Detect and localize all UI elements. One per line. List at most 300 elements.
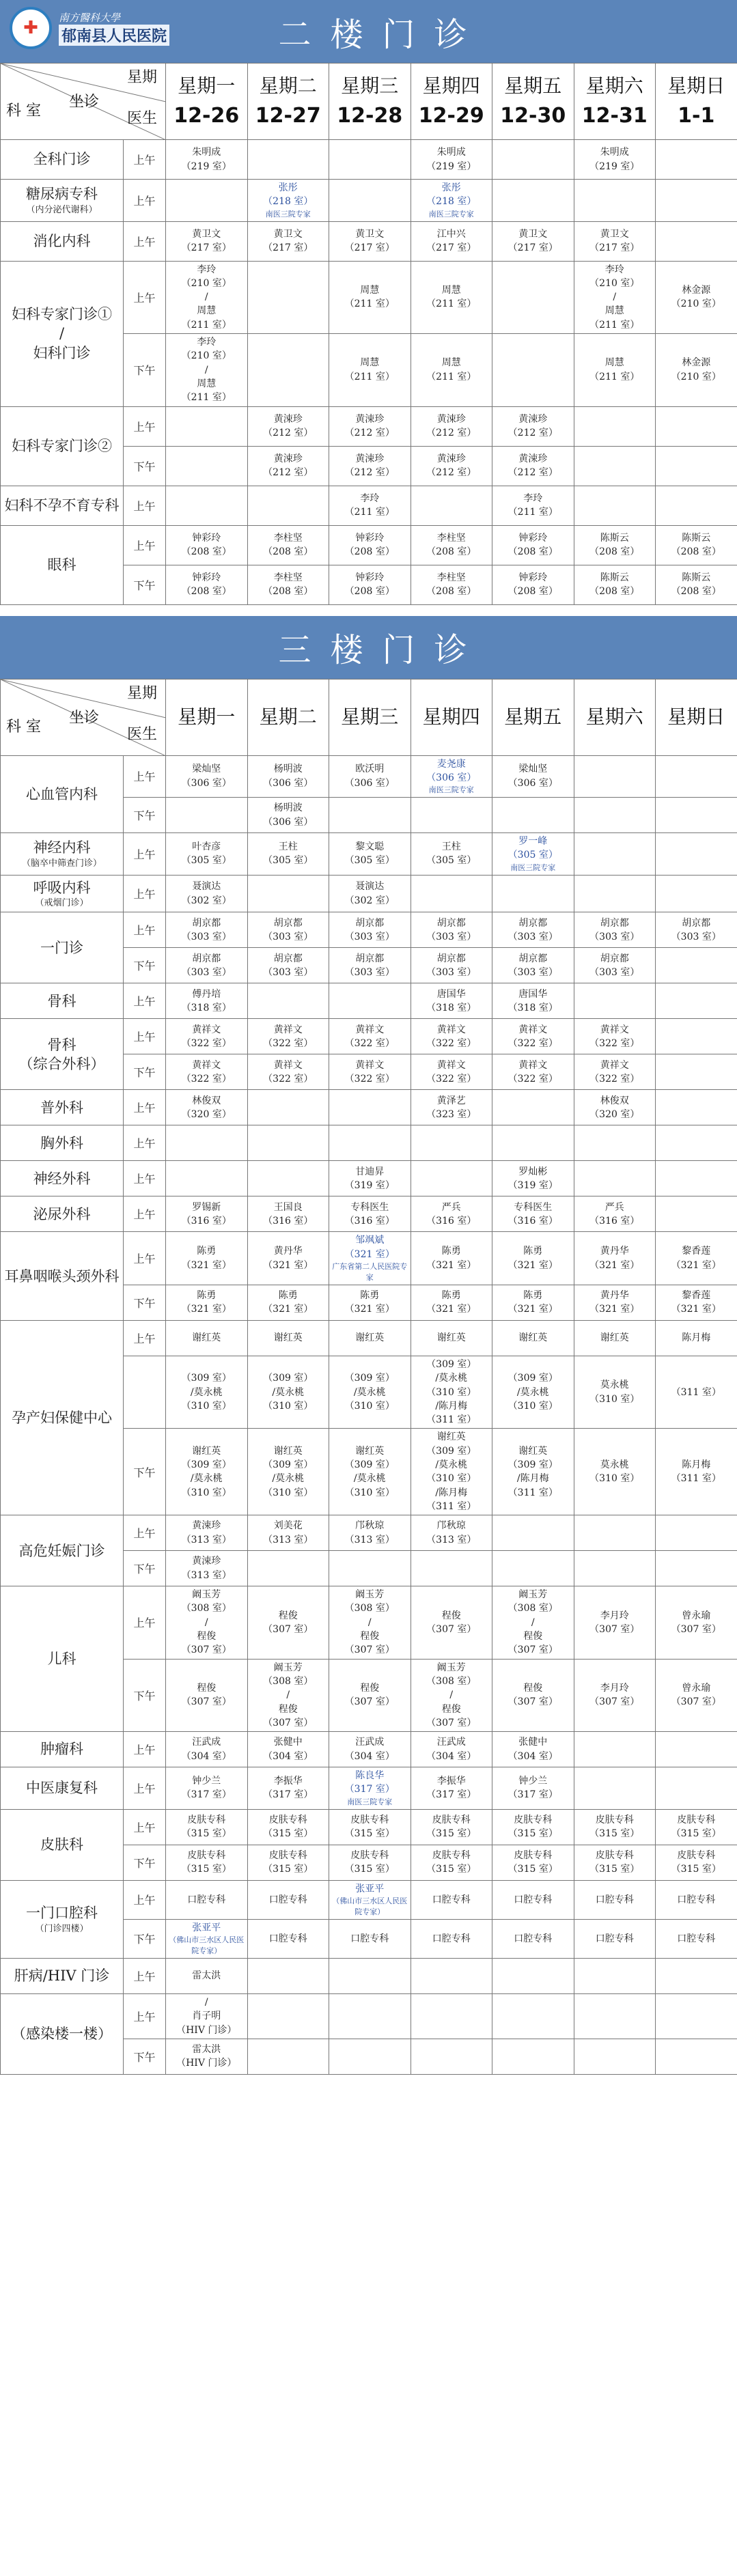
date-label: 1-1 (678, 104, 715, 128)
doctor-line: （303 室） (263, 931, 314, 942)
doctor-cell (329, 1809, 411, 1845)
doctor-line: 程俊 (197, 1683, 217, 1694)
doctor-cell (656, 875, 737, 912)
department-cell (1, 180, 124, 222)
department-name: 妇科不孕不育专科 (4, 496, 120, 514)
doctor-cell (574, 1959, 656, 1994)
doctor-line: 胡京都 (518, 953, 548, 964)
doctor-cell (574, 1994, 656, 2039)
doctor-line: （313 室） (263, 1534, 314, 1545)
doctor-line: / (204, 1616, 208, 1628)
doctor-cell (166, 875, 248, 912)
doctor-line: 黎香莲 (682, 1246, 711, 1257)
session-cell: 下午 (124, 334, 166, 406)
doctor-line: （323 室） (426, 1108, 477, 1120)
doctor-cell (492, 1125, 574, 1161)
doctor-line: /莫永桃 (353, 1386, 386, 1398)
doctor-cell (247, 1232, 329, 1285)
doctor-cell (247, 1919, 329, 1958)
doctor-cell (411, 406, 492, 446)
session-cell: 上午 (124, 912, 166, 948)
doctor-line: （208 室） (671, 546, 721, 557)
doctor-cell (411, 1994, 492, 2039)
doctor-line: （212 室） (263, 467, 314, 478)
doctor-cell (656, 140, 737, 180)
doctor-cell (329, 1320, 411, 1356)
doctor-line: （211 室） (589, 319, 640, 331)
doctor-line: 陈勇 (441, 1290, 461, 1302)
doctor-cell (411, 1090, 492, 1125)
doctor-line: 口腔专科 (514, 1894, 553, 1905)
doctor-line: （321 室） (426, 1304, 477, 1315)
doctor-cell (166, 983, 248, 1019)
doctor-cell (166, 1125, 248, 1161)
doctor-cell (656, 1845, 737, 1880)
table-row (1, 1994, 737, 2039)
doctor-cell (166, 1429, 248, 1515)
doctor-line: （321 室） (344, 1248, 395, 1260)
doctor-line: 胡京都 (355, 953, 385, 964)
doctor-line: 麦尧康 (436, 758, 466, 770)
department-name: 儿科 (47, 1651, 77, 1667)
table-row (1, 875, 737, 912)
doctor-cell (656, 1919, 737, 1958)
doctor-cell (656, 1125, 737, 1161)
doctor-line: 叶杏彦 (192, 841, 221, 852)
session-cell: 下午 (124, 2039, 166, 2074)
doctor-line: （217 室） (181, 242, 232, 254)
doctor-line: 黄丹华 (600, 1246, 629, 1257)
doctor-line: （218 室） (263, 196, 314, 208)
department-name: 呼吸内科 (33, 879, 91, 896)
doctor-line: （319 室） (344, 1179, 395, 1191)
doctor-line: （321 室） (671, 1304, 721, 1315)
doctor-cell (329, 1551, 411, 1586)
header-row (1, 679, 737, 755)
doctor-line: （309 室） (507, 1373, 558, 1384)
department-cell (1, 1959, 124, 1994)
doctor-line: 莫永桃 (600, 1380, 629, 1391)
doctor-line: 谢红英 (355, 1445, 385, 1457)
doctor-line: （315 室） (589, 1828, 640, 1840)
doctor-line: （316 室） (507, 1215, 558, 1227)
doctor-line: 黄祥文 (436, 1059, 466, 1071)
doctor-line: 黄涑珍 (273, 413, 303, 425)
date-label: 12-31 (581, 104, 648, 128)
session-cell: 上午 (124, 1732, 166, 1767)
doctor-line: （303 室） (181, 966, 232, 978)
doctor-cell (247, 1356, 329, 1428)
doctor-cell (656, 948, 737, 983)
doctor-line: （303 室） (344, 931, 395, 942)
doctor-line: 阚玉芳 (355, 1589, 385, 1601)
department-name: 骨科 (47, 992, 77, 1009)
department-name: 高危妊娠门诊 (18, 1542, 105, 1559)
doctor-cell (166, 1090, 248, 1125)
corner-label: 医生 (126, 110, 157, 127)
doctor-cell (492, 1090, 574, 1125)
doctor-line: 李玲 (197, 337, 217, 348)
doctor-line: /莫永桃 (435, 1459, 468, 1470)
doctor-cell (247, 1959, 329, 1994)
doctor-cell (574, 406, 656, 446)
doctor-line: （321 室） (507, 1304, 558, 1315)
doctor-line: （211 室） (589, 371, 640, 382)
doctor-cell (492, 486, 574, 525)
doctor-line: （318 室） (507, 1002, 558, 1013)
doctor-cell (492, 1232, 574, 1285)
session-cell: 上午 (124, 833, 166, 876)
doctor-line: 皮肤专科 (595, 1814, 634, 1825)
doctor-line: 雷太洪 (192, 1970, 221, 1982)
doctor-line: 胡京都 (600, 917, 629, 929)
doctor-cell (492, 875, 574, 912)
doctor-cell (574, 180, 656, 222)
doctor-cell (329, 1959, 411, 1994)
doctor-line: /陈月梅 (516, 1473, 549, 1485)
doctor-cell (574, 833, 656, 876)
doctor-line: 皮肤专科 (677, 1814, 716, 1825)
doctor-cell (411, 1196, 492, 1232)
doctor-line: （208 室） (263, 546, 314, 557)
doctor-line: （219 室） (426, 160, 477, 172)
doctor-line: 李月玲 (600, 1610, 629, 1621)
doctor-cell (574, 1880, 656, 1919)
doctor-line: （303 室） (507, 931, 558, 942)
doctor-line: 阚玉芳 (273, 1662, 303, 1673)
doctor-line: 陈斯云 (682, 532, 711, 544)
doctor-cell (492, 1196, 574, 1232)
doctor-line: （310 室） (507, 1400, 558, 1412)
doctor-line: （309 室） (426, 1445, 477, 1457)
doctor-cell (166, 180, 248, 222)
doctor-cell (166, 1019, 248, 1054)
doctor-line: （303 室） (344, 966, 395, 978)
table-row (1, 1090, 737, 1125)
doctor-line: （310 室） (344, 1487, 395, 1498)
doctor-line: 林俊双 (600, 1095, 629, 1106)
doctor-line: 皮肤专科 (677, 1849, 716, 1861)
day-header (492, 64, 574, 140)
doctor-cell (247, 948, 329, 983)
doctor-line: 陈良华 (355, 1770, 385, 1782)
department-name: 肝病/HIV 门诊 (14, 1968, 110, 1985)
doctor-line: 张亚平 (192, 1922, 221, 1933)
doctor-line: （319 室） (507, 1179, 558, 1191)
doctor-line: （210 室） (589, 277, 640, 289)
doctor-line: （208 室） (344, 586, 395, 597)
doctor-line: 黄祥文 (436, 1024, 466, 1035)
doctor-cell (247, 565, 329, 604)
table-row (1, 525, 737, 565)
department-name: 骨科 (47, 1036, 77, 1053)
doctor-cell (247, 833, 329, 876)
university-name: 南方醫科大學 (59, 12, 121, 24)
doctor-line: 王柱 (441, 841, 461, 852)
doctor-line: / (204, 1997, 208, 2008)
doctor-cell (411, 1551, 492, 1586)
corner-label: 坐诊 (69, 94, 100, 111)
doctor-line: 黄涑珍 (436, 413, 466, 425)
doctor-line: （313 室） (426, 1534, 477, 1545)
doctor-line: （321 室） (181, 1304, 232, 1315)
doctor-line: / (204, 292, 208, 303)
doctor-line: （210 室） (181, 350, 232, 362)
doctor-cell (492, 221, 574, 261)
session-cell: 上午 (124, 755, 166, 798)
department-name: 妇科专家门诊② (12, 437, 112, 454)
doctor-line: （303 室） (671, 931, 721, 942)
doctor-cell (329, 1515, 411, 1551)
doctor-cell (574, 1515, 656, 1551)
doctor-line: （322 室） (181, 1037, 232, 1049)
doctor-line: （309 室） (507, 1459, 558, 1470)
doctor-line: （313 室） (344, 1534, 395, 1545)
session-cell: 下午 (124, 1659, 166, 1731)
doctor-line: 程俊 (441, 1610, 461, 1621)
doctor-line: （303 室） (263, 966, 314, 978)
doctor-line: 黄祥文 (518, 1024, 548, 1035)
doctor-cell (166, 1732, 248, 1767)
department-name: 普外科 (40, 1099, 83, 1116)
doctor-cell (166, 1586, 248, 1659)
session-cell: 下午 (124, 1429, 166, 1515)
doctor-line: 皮肤专科 (268, 1849, 307, 1861)
date-label: 12-29 (418, 104, 484, 128)
doctor-cell (411, 1845, 492, 1880)
doctor-cell (656, 1019, 737, 1054)
doctor-cell (574, 875, 656, 912)
doctor-cell (574, 1090, 656, 1125)
table-row (1, 406, 737, 446)
doctor-line: 黄涑珍 (355, 413, 385, 425)
doctor-line: （308 室） (507, 1603, 558, 1614)
doctor-line: 曾永瑜 (682, 1610, 711, 1621)
doctor-line: （310 室） (426, 1386, 477, 1398)
doctor-cell (329, 1161, 411, 1196)
day-header (574, 64, 656, 140)
floor2-schedule-table (0, 63, 737, 605)
doctor-line: （317 室） (344, 1784, 395, 1795)
doctor-cell (574, 1732, 656, 1767)
doctor-line: 周慧 (604, 305, 624, 317)
doctor-cell (329, 912, 411, 948)
weekday-label: 星期一 (178, 705, 236, 728)
doctor-line: （309 室） (263, 1373, 314, 1384)
doctor-line: （321 室） (507, 1259, 558, 1271)
session-cell: 下午 (124, 1845, 166, 1880)
doctor-line: 胡京都 (600, 953, 629, 964)
doctor-line: 汪武成 (436, 1737, 466, 1748)
doctor-cell (574, 2039, 656, 2074)
doctor-cell (247, 1880, 329, 1919)
doctor-line: （212 室） (507, 428, 558, 438)
doctor-line: 黄祥文 (355, 1059, 385, 1071)
doctor-line: 黄祥文 (600, 1024, 629, 1035)
doctor-cell (329, 1019, 411, 1054)
session-cell: 上午 (124, 180, 166, 222)
doctor-cell (574, 755, 656, 798)
doctor-line: 周慧 (441, 357, 461, 369)
department-name: 消化内科 (33, 232, 91, 249)
expert-note: 南医三院专家 (347, 1797, 393, 1806)
doctor-line: （303 室） (181, 931, 232, 942)
doctor-cell (492, 1019, 574, 1054)
doctor-line: 李柱坚 (436, 532, 466, 544)
doctor-cell (411, 798, 492, 833)
doctor-cell (247, 486, 329, 525)
doctor-line: （212 室） (507, 467, 558, 478)
doctor-cell (411, 1767, 492, 1810)
doctor-line: （307 室） (507, 1644, 558, 1656)
date-label: 12-27 (255, 104, 321, 128)
doctor-cell (329, 1845, 411, 1880)
doctor-cell (329, 446, 411, 486)
doctor-cell (574, 1161, 656, 1196)
doctor-line: （309 室） (344, 1459, 395, 1470)
doctor-line: 胡京都 (436, 953, 466, 964)
doctor-line: （212 室） (344, 428, 395, 438)
doctor-cell (247, 1659, 329, 1731)
doctor-cell (574, 1845, 656, 1880)
session-cell: 上午 (124, 221, 166, 261)
doctor-line: 欧沃明 (355, 764, 385, 775)
doctor-line: /莫永桃 (272, 1386, 305, 1398)
table-row (1, 1515, 737, 1551)
doctor-cell (492, 1320, 574, 1356)
doctor-cell (492, 755, 574, 798)
doctor-line: （309 室） (344, 1373, 395, 1384)
department-name: 眼科 (47, 556, 77, 573)
doctor-line: / (204, 364, 208, 376)
department-cell (1, 983, 124, 1019)
doctor-line: 雷太洪 (192, 2044, 221, 2056)
session-cell: 上午 (124, 875, 166, 912)
doctor-cell (656, 755, 737, 798)
doctor-line: （303 室） (426, 931, 477, 942)
doctor-line: 罗一峰 (518, 836, 548, 848)
doctor-cell (656, 1767, 737, 1810)
doctor-cell (166, 1994, 248, 2039)
doctor-cell (411, 1054, 492, 1090)
doctor-cell (492, 1880, 574, 1919)
doctor-line: （322 室） (426, 1073, 477, 1084)
doctor-line: 黎文聪 (355, 841, 385, 852)
doctor-line: （307 室） (426, 1623, 477, 1635)
doctor-line: 皮肤专科 (514, 1849, 553, 1861)
department-cell (1, 140, 124, 180)
doctor-line: 王柱 (278, 841, 298, 852)
doctor-cell (166, 1809, 248, 1845)
doctor-line: （315 室） (181, 1864, 232, 1875)
doctor-line: /莫永桃 (272, 1473, 305, 1485)
table-row (1, 1196, 737, 1232)
doctor-line: 李柱坚 (273, 572, 303, 583)
weekday-label: 星期三 (341, 705, 399, 728)
doctor-line: 陈月梅 (682, 1459, 711, 1470)
corner-label: 星期 (126, 684, 157, 702)
session-cell: 下午 (124, 565, 166, 604)
day-header (247, 679, 329, 755)
doctor-line: 皮肤专科 (268, 1814, 307, 1825)
doctor-cell (492, 798, 574, 833)
doctor-line: 汪武成 (192, 1737, 221, 1748)
doctor-line: （322 室） (589, 1037, 640, 1049)
department-name: 神经外科 (33, 1170, 91, 1187)
doctor-cell (411, 1586, 492, 1659)
doctor-line: （305 室） (426, 855, 477, 867)
doctor-line: （211 室） (344, 371, 395, 382)
department-cell (1, 1161, 124, 1196)
doctor-line: 张健中 (273, 1737, 303, 1748)
doctor-cell (411, 1356, 492, 1428)
table-row (1, 486, 737, 525)
doctor-cell (656, 1551, 737, 1586)
doctor-cell (247, 221, 329, 261)
doctor-line: （310 室） (589, 1473, 640, 1485)
doctor-cell (574, 948, 656, 983)
day-header (574, 679, 656, 755)
doctor-line: （307 室） (263, 1623, 314, 1635)
doctor-cell (492, 1586, 574, 1659)
doctor-line: （219 室） (181, 160, 232, 172)
doctor-cell (656, 1994, 737, 2039)
table-row (1, 1320, 737, 1356)
doctor-cell (656, 798, 737, 833)
weekday-label: 星期四 (422, 705, 480, 728)
doctor-line: 胡京都 (192, 953, 221, 964)
doctor-cell (329, 525, 411, 565)
doctor-cell (492, 180, 574, 222)
doctor-line: 邝秋琼 (355, 1520, 385, 1532)
doctor-line: 口腔专科 (595, 1933, 634, 1944)
doctor-line: 胡京都 (518, 917, 548, 929)
doctor-line: 王国良 (273, 1201, 303, 1213)
doctor-line: 严兵 (604, 1201, 624, 1213)
department-cell (1, 912, 124, 983)
doctor-line: （311 室） (507, 1487, 558, 1498)
doctor-line: 张彤 (441, 182, 461, 193)
doctor-line: 黄祥文 (273, 1024, 303, 1035)
session-cell: 上午 (124, 1019, 166, 1054)
doctor-cell (166, 1959, 248, 1994)
doctor-line: （305 室） (344, 855, 395, 867)
doctor-cell (166, 1232, 248, 1285)
doctor-cell (656, 261, 737, 333)
doctor-cell (166, 1196, 248, 1232)
doctor-cell (411, 1732, 492, 1767)
doctor-line: （315 室） (507, 1864, 558, 1875)
doctor-cell (166, 525, 248, 565)
doctor-line: （320 室） (589, 1108, 640, 1120)
doctor-line: （218 室） (426, 196, 477, 208)
doctor-line: （HIV 门诊） (176, 2024, 237, 2036)
doctor-line: （309 室） (181, 1459, 232, 1470)
doctor-line: 口腔专科 (432, 1933, 471, 1944)
doctor-line: （309 室） (181, 1373, 232, 1384)
date-label: 12-26 (173, 104, 240, 128)
doctor-cell (329, 1054, 411, 1090)
doctor-line: （304 室） (181, 1750, 232, 1762)
doctor-line: （307 室） (426, 1717, 477, 1728)
doctor-cell (574, 983, 656, 1019)
doctor-cell (247, 1429, 329, 1515)
doctor-line: 朱明成 (600, 147, 629, 158)
doctor-line: 皮肤专科 (350, 1814, 389, 1825)
doctor-line: （308 室） (344, 1603, 395, 1614)
doctor-line: / (613, 292, 617, 303)
doctor-cell (656, 406, 737, 446)
